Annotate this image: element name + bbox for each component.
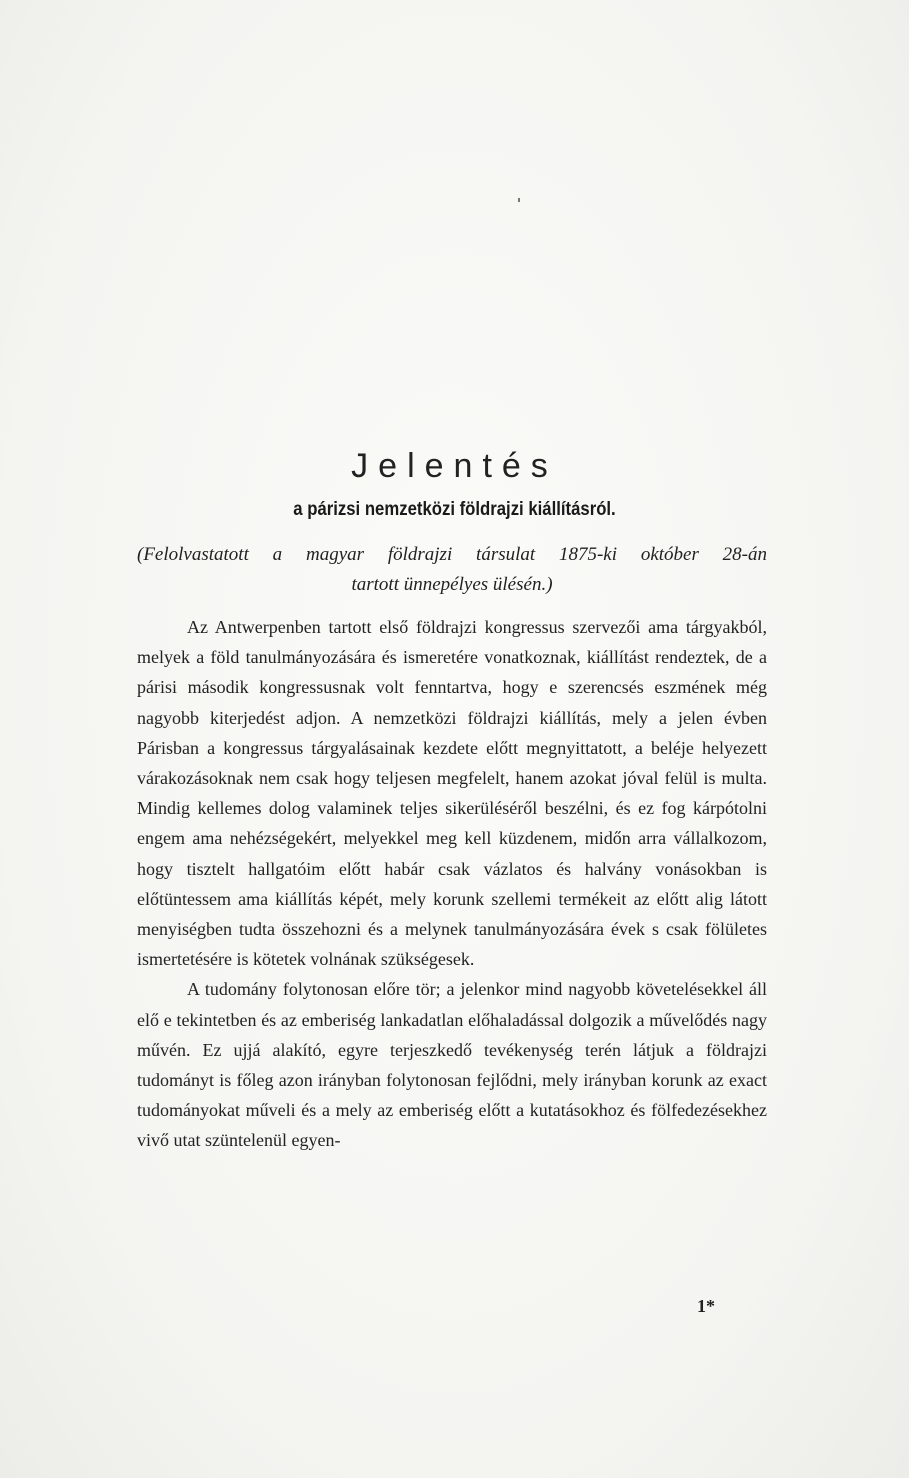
paper-speck [518, 198, 520, 202]
paragraph-2: A tudomány folytonosan előre tör; a jelenkor mind nagyobb követelésekkel áll elő e tekintetben és az emberiség lankadatlan előhaladással dolgozik a művelődés nagy művén. Ez ujjá alakító, egyre terjeszkedő tevékenység terén látjuk a földrajzi tudományt is főleg azon irányban folytonosan fejlődni, mely irányban korunk az exact tudományokat műveli és a mely az emberiség előtt a kutatásokhoz és fölfedezésekhez vivő utat szüntelenül egyen- [137, 979, 767, 1151]
reading-note [137, 540, 767, 600]
signature-mark: 1* [697, 1296, 715, 1316]
reading-note-line-1: (Felolvastatott a magyar földrajzi társulat 1875-ki október 28-án [137, 544, 767, 565]
page-title: Jelentés [351, 447, 558, 485]
body-text [137, 612, 767, 1156]
paragraph-1: Az Antwerpenben tartott első földrajzi kongressus szervezői ama tárgyakból, melyek a föld tanulmányozására és ismeretére vonatkoznak, kiállítást rendeztek, de a párisi második kongressusnak volt fenntartva, hogy e szerencsés eszmének még nagyobb kiterjedést adjon. A nemzetközi földrajzi kiállítás, mely a jelen évben Párisban a kongressus tárgyalásainak kezdete előtt megnyittatott, a beléje helyezett várakozásoknak nem csak hogy teljesen megfelelt, hanem azokat jóval felül is multa. Mindig kellemes dolog valaminek teljes sikerüléséről beszélni, és ez fog kárpótolni engem ama nehézségekért, melyekkel meg kell küzdenem, midőn arra vállalkozom, hogy tisztelt hallgatóim előtt habár csak vázlatos és halvány vonásokban is előtüntessem ama kiállítás képét, mely korunk szellemi termékeit az előtt alig látott menyiségben tudta összehozni és a melynek tanulmányozására évek s csak fölületes ismertetésére is kötetek volnának szükségesek. [137, 617, 767, 970]
reading-note-line-2: tartott ünnepélyes ülésén.) [351, 574, 553, 595]
page-subtitle: a párizsi nemzetközi földrajzi kiállításról. [293, 499, 616, 520]
